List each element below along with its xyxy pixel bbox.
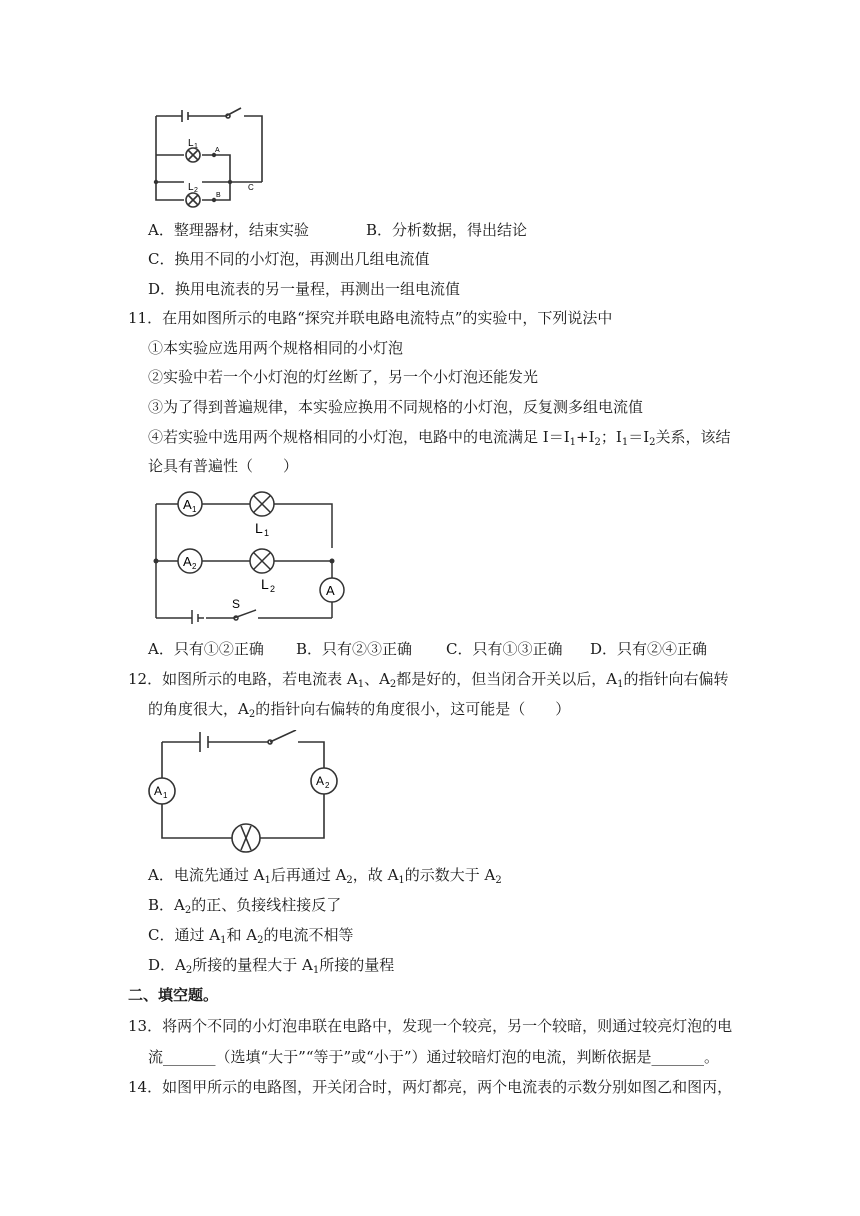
ammeter-a1-label: A (183, 497, 192, 512)
q11-statement-4-cont: 论具有普遍性（ ） (148, 457, 299, 475)
svg-text:1: 1 (192, 505, 197, 514)
q11-option-c: C．只有①③正确 (446, 640, 563, 658)
q14-line-1: 14．如图甲所示的电路图，开关闭合时，两灯都亮，两个电流表的示数分别如图乙和图丙， (128, 1078, 733, 1096)
svg-text:1: 1 (163, 791, 168, 800)
lamp-l1-label: L (255, 520, 263, 536)
section-heading-fill-blank: 二、填空题。 (128, 986, 219, 1004)
label-a: A (215, 147, 220, 154)
lamp-l2-label: L (261, 576, 269, 592)
label-l1: L (188, 138, 194, 149)
svg-text:2: 2 (270, 584, 276, 594)
ammeter-a2-label: A (183, 554, 192, 569)
svg-text:2: 2 (194, 187, 198, 194)
q13-line-1: 13．将两个不同的小灯泡串联在电路中，发现一个较亮，另一个较暗，则通过较亮灯泡的电 (128, 1017, 733, 1035)
q11-circuit-diagram (148, 488, 350, 624)
ammeter-a1-label: A (154, 784, 163, 798)
ammeter-a2-label: A (316, 774, 325, 788)
q11-option-d: D．只有②④正确 (590, 640, 708, 658)
q11-statement-4: ④若实验中选用两个规格相同的小灯泡，电路中的电流满足 $I=I_1+I_2$；$I_1=I_2$关系，该结 (148, 428, 731, 448)
switch-s-label: S (232, 597, 241, 611)
q11-option-a: A．只有①②正确 (148, 640, 264, 658)
q12-option-a: A．电流先通过 $A_1$后再通过 $A_2$，故 $A_1$的示数大于 $A_2$ (148, 866, 502, 886)
q12-circuit-diagram (148, 730, 344, 860)
ammeter-a-label: A (326, 583, 335, 598)
q12-stem-cont: 的角度很大，$A_2$的指针向右偏转的角度很小，这可能是（ ） (148, 700, 571, 720)
svg-text:1: 1 (264, 528, 270, 538)
q11-statement-2: ②实验中若一个小灯泡的灯丝断了，另一个小灯泡还能发光 (148, 368, 539, 386)
q11-statement-3: ③为了得到普遍规律，本实验应换用不同规格的小灯泡，反复测多组电流值 (148, 398, 644, 416)
svg-text:2: 2 (192, 562, 197, 571)
q12-option-d: D．$A_2$所接的量程大于 $A_1$所接的量程 (148, 956, 395, 976)
q12-option-b: B．$A_2$的正、负接线柱接反了 (148, 896, 342, 916)
q10-option-d: D．换用电流表的另一量程，再测出一组电流值 (148, 280, 461, 298)
q11-option-b: B．只有②③正确 (296, 640, 413, 658)
q10-option-b: B．分析数据，得出结论 (366, 221, 528, 239)
label-c: C (248, 183, 254, 192)
q10-option-a: A．整理器材，结束实验 (148, 221, 309, 239)
q12-stem: 12．如图所示的电路，若电流表 $A_1$、$A_2$都是好的，但当闭合开关以后，$A_1$的指针向右偏转 (128, 670, 729, 690)
label-l2: L (188, 182, 194, 193)
q10-option-c: C．换用不同的小灯泡，再测出几组电流值 (148, 250, 430, 268)
q11-statement-1: ①本实验应选用两个规格相同的小灯泡 (148, 339, 404, 357)
q12-option-c: C．通过 $A_1$和 $A_2$的电流不相等 (148, 926, 354, 946)
label-b: B (216, 192, 221, 199)
q11-stem: 11．在用如图所示的电路“探究并联电路电流特点”的实验中，下列说法中 (128, 309, 613, 327)
q13-line-2: 流_______（选填“大于”“等于”或“小于”）通过较暗灯泡的电流，判断依据是_______。 (148, 1048, 720, 1066)
svg-text:1: 1 (194, 143, 198, 150)
svg-text:2: 2 (325, 781, 330, 790)
q10-circuit-diagram (148, 104, 270, 208)
